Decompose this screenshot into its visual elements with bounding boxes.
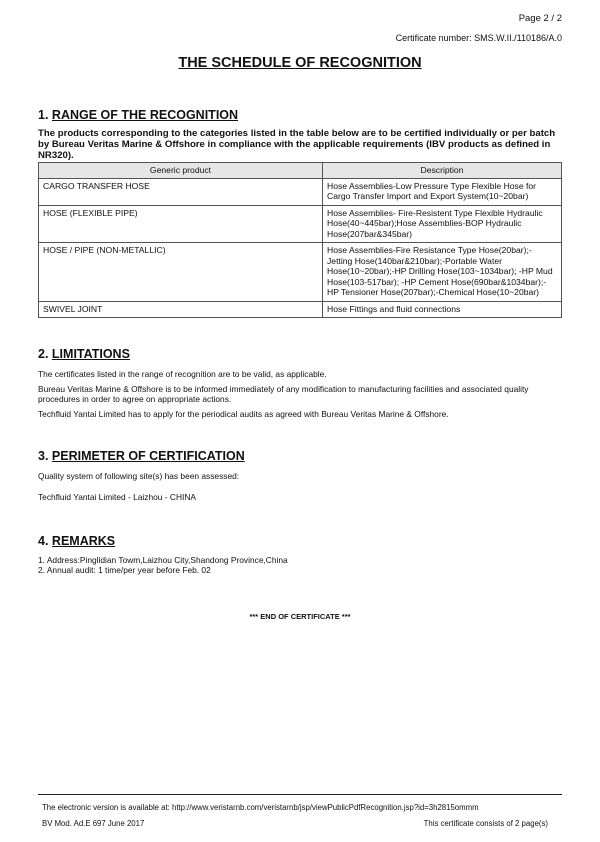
table-row xyxy=(39,243,562,302)
section-remarks xyxy=(38,534,562,575)
table-row xyxy=(39,301,562,318)
section-heading xyxy=(38,449,562,463)
section-number: 3. xyxy=(38,449,49,463)
page-count-note: This certificate consists of 2 page(s) xyxy=(423,819,548,828)
table-row xyxy=(39,178,562,205)
section-limitations xyxy=(38,347,562,419)
section-perimeter-of-certification xyxy=(38,449,562,502)
electronic-version-link[interactable]: The electronic version is available at: http://www.veristarnb.com/veristarnb/jsp/viewPublicPdfRecognition.jsp?id=3h2815ommm xyxy=(42,803,479,812)
section-title: RANGE OF THE RECOGNITION xyxy=(51,108,239,122)
limitation-paragraph: Techfluid Yantai Limited has to apply for the periodical audits as agreed with Bureau Veritas Marine & Offshore. xyxy=(38,409,449,419)
remark-item: 1. Address:Pinglidian Towm,Laizhou City,Shandong Province,China xyxy=(38,555,288,565)
certificate-number: Certificate number: SMS.W.II./110186/A.0 xyxy=(395,33,562,43)
column-header-description: Description xyxy=(323,163,562,179)
section-heading xyxy=(38,108,562,122)
product-cell: HOSE / PIPE (NON-METALLIC) xyxy=(39,243,323,302)
form-reference: BV Mod. Ad.E 697 June 2017 xyxy=(42,819,145,828)
document-title xyxy=(0,55,600,71)
section-title: PERIMETER OF CERTIFICATION xyxy=(51,449,245,463)
section-number: 2. xyxy=(38,347,49,361)
section-heading xyxy=(38,347,562,361)
table-row xyxy=(39,205,562,243)
section-intro: The products corresponding to the categories listed in the table below are to be certified individually or per batch by Bureau Veritas Marine & Offshore in compliance with the applicable requirements (IBV products as defined in NR320). xyxy=(38,128,556,161)
column-header-product: Generic product xyxy=(39,163,323,179)
section-title: LIMITATIONS xyxy=(51,347,130,361)
product-cell: CARGO TRANSFER HOSE xyxy=(39,178,323,205)
page-number: Page 2 / 2 xyxy=(518,13,562,24)
description-cell: Hose Fittings and fluid connections xyxy=(323,301,562,318)
section-title: REMARKS xyxy=(51,534,116,548)
assessed-site: Techfluid Yantai Limited - Laizhou - CHINA xyxy=(38,492,196,502)
product-cell: HOSE (FLEXIBLE PIPE) xyxy=(39,205,323,243)
description-cell: Hose Assemblies-Low Pressure Type Flexible Hose for Cargo Transfer Import and Export System(10~20bar) xyxy=(323,178,562,205)
perimeter-intro: Quality system of following site(s) has been assessed: xyxy=(38,471,240,481)
end-of-certificate: *** END OF CERTIFICATE *** xyxy=(249,612,351,621)
table-header-row xyxy=(39,163,562,179)
product-cell: SWIVEL JOINT xyxy=(39,301,323,318)
limitation-paragraph: The certificates listed in the range of recognition are to be valid, as applicable. xyxy=(38,369,327,379)
description-cell: Hose Assemblies- Fire-Resistent Type Flexible Hydraulic Hose(40~445bar);Hose Assemblies-BOP Hydraulic Hose(207bar&345bar) xyxy=(323,205,562,243)
section-range-of-recognition xyxy=(38,108,562,318)
recognition-table xyxy=(38,162,562,318)
section-heading xyxy=(38,534,562,548)
section-number: 4. xyxy=(38,534,49,548)
title-text: THE SCHEDULE OF RECOGNITION xyxy=(178,55,422,71)
footer-divider xyxy=(38,794,562,795)
section-number: 1. xyxy=(38,108,49,122)
description-cell: Hose Assemblies-Fire Resistance Type Hose(20bar);-Jetting Hose(140bar&210bar);-Portable Water Hose(10~20bar);-HP Drilling Hose(103~1034bar); -HP Mud Hose(103-517bar); -HP Cement Hose(690bar&1034bar);-HP Tensioner Hose(207bar);-Chemical Hose(10~20bar) xyxy=(323,243,562,302)
limitation-paragraph: Bureau Veritas Marine & Offshore is to be informed immediately of any modification to manufacturing facilities and associated quality procedures in order to agree on appropriate actions. xyxy=(38,384,529,404)
remark-item: 2. Annual audit: 1 time/per year before Feb. 02 xyxy=(38,565,211,575)
